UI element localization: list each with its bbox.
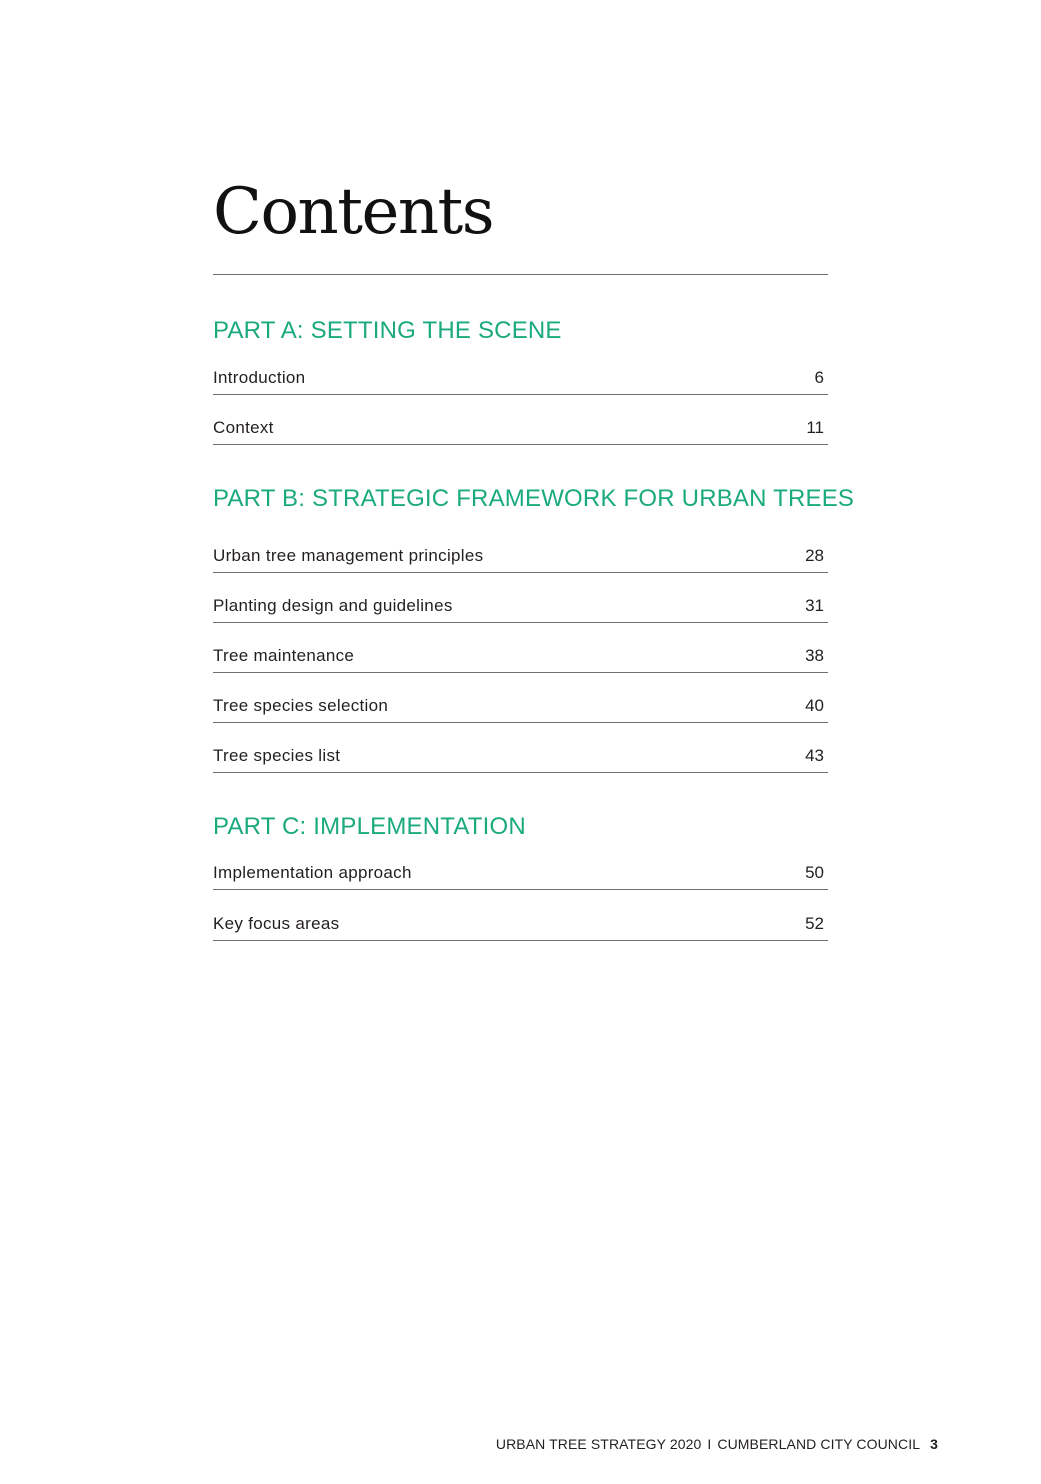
- toc-entry-tree-maintenance[interactable]: [213, 645, 828, 673]
- section-heading-part-a: PART A: SETTING THE SCENE: [213, 317, 562, 344]
- toc-entry-page: 6: [814, 368, 824, 387]
- toc-entry-planting-design[interactable]: [213, 595, 828, 623]
- toc-entry-page: 38: [805, 646, 824, 665]
- toc-entry-label: Tree species list: [213, 746, 341, 765]
- section-heading-part-c: PART C: IMPLEMENTATION: [213, 813, 526, 840]
- toc-entry-label: Tree maintenance: [213, 646, 355, 665]
- footer-organisation: CUMBERLAND CITY COUNCIL: [717, 1436, 921, 1452]
- toc-entry-tree-species-list[interactable]: [213, 745, 828, 773]
- toc-entry-label: Planting design and guidelines: [213, 596, 453, 615]
- toc-entry-tree-species-selection[interactable]: [213, 695, 828, 723]
- toc-entry-introduction[interactable]: [213, 367, 828, 395]
- page-footer: [496, 1435, 938, 1453]
- toc-entry-page: 40: [805, 696, 824, 715]
- toc-entry-page: 50: [805, 863, 824, 882]
- toc-entry-context[interactable]: [213, 417, 828, 445]
- toc-entry-page: 11: [806, 418, 824, 437]
- footer-page-number: 3: [930, 1436, 938, 1452]
- toc-entry-label: Context: [213, 418, 274, 437]
- toc-entry-label: Tree species selection: [213, 696, 389, 715]
- toc-entry-page: 52: [805, 914, 824, 933]
- toc-entry-urban-tree-management-principles[interactable]: [213, 545, 828, 573]
- toc-entry-label: Urban tree management principles: [213, 546, 484, 565]
- title-divider: [213, 274, 828, 275]
- toc-entry-label: Key focus areas: [213, 914, 340, 933]
- toc-entry-implementation-approach[interactable]: [213, 862, 828, 890]
- footer-separator: I: [707, 1436, 712, 1452]
- toc-entry-page: 43: [805, 746, 824, 765]
- footer-document-title: URBAN TREE STRATEGY 2020: [495, 1436, 702, 1452]
- section-heading-part-b: PART B: STRATEGIC FRAMEWORK FOR URBAN TREES: [213, 485, 855, 512]
- toc-entry-key-focus-areas[interactable]: [213, 913, 828, 941]
- page-title: Contents: [213, 175, 494, 249]
- toc-entry-page: 28: [805, 546, 824, 565]
- toc-entry-page: 31: [805, 596, 824, 615]
- toc-entry-label: Introduction: [213, 368, 306, 387]
- toc-entry-label: Implementation approach: [213, 863, 412, 882]
